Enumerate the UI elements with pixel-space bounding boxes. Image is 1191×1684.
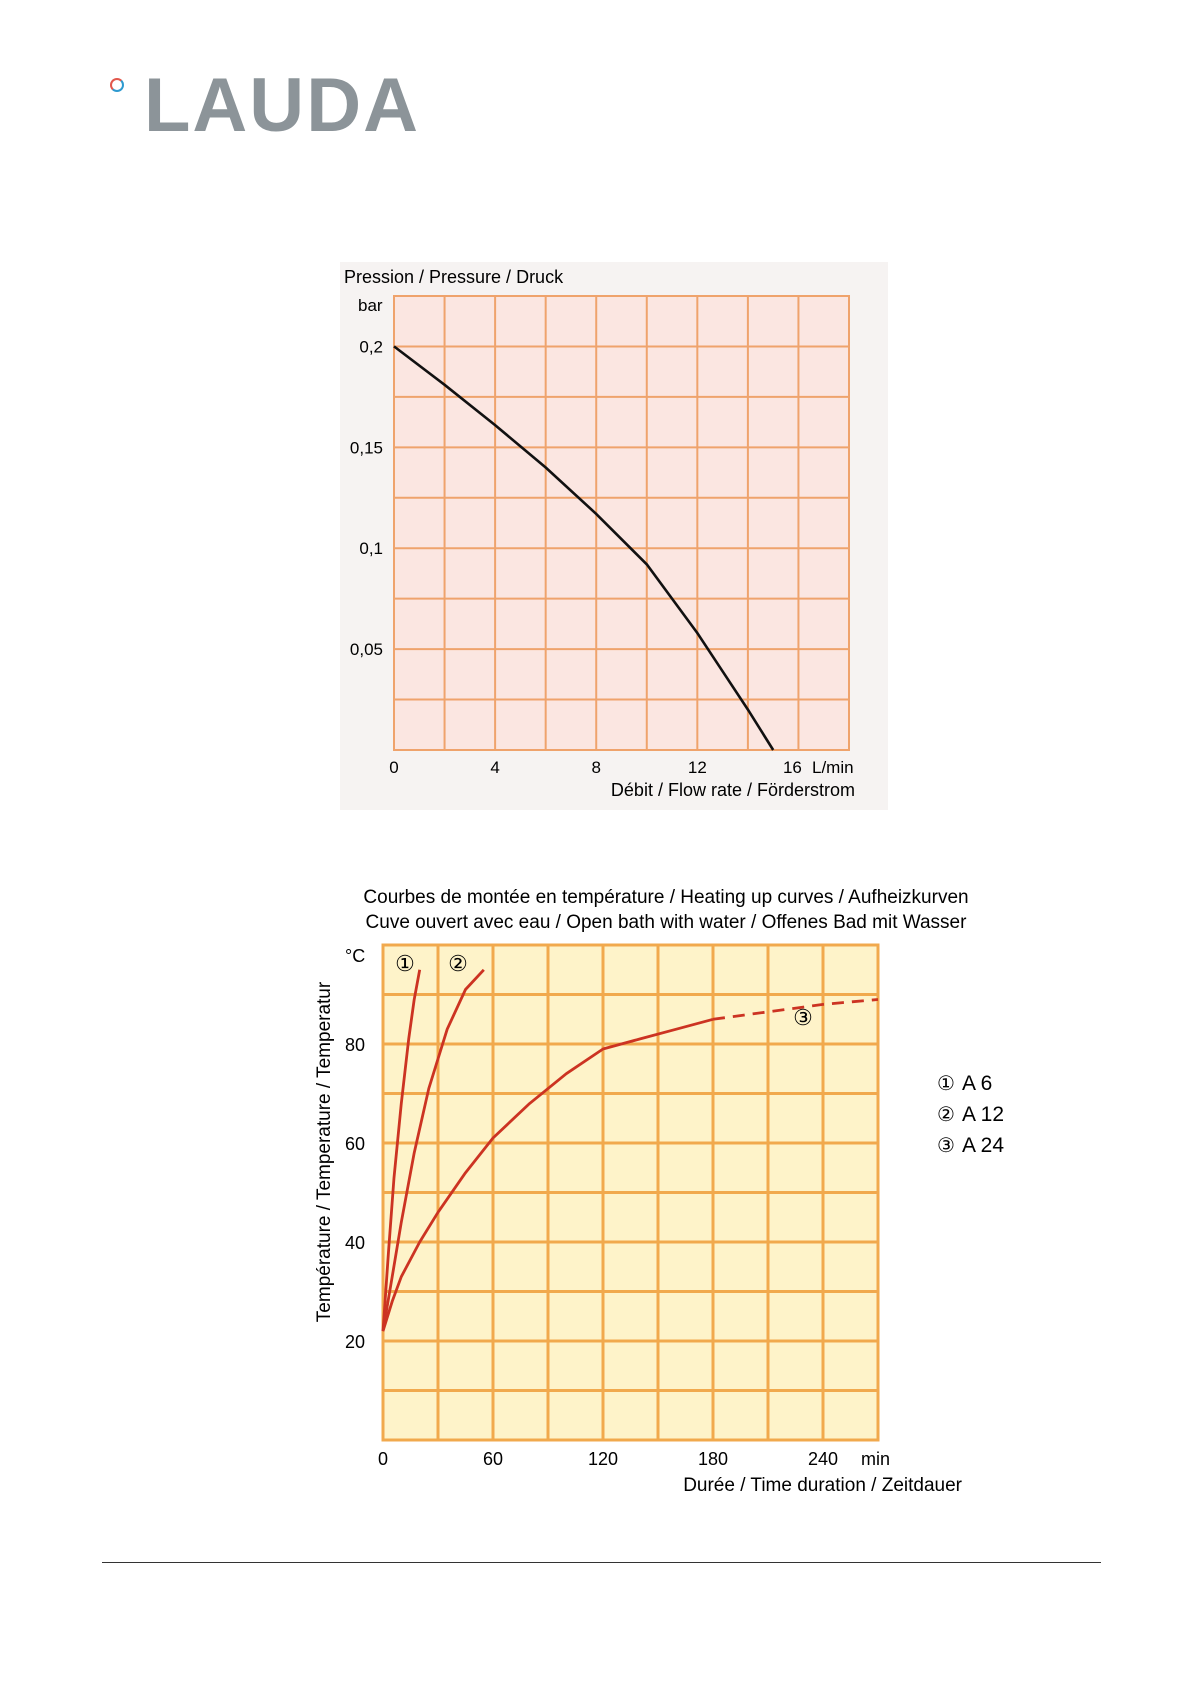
heating-x-tick-label: 180 <box>697 1449 729 1469</box>
heating-y-tick-label: 40 <box>344 1233 366 1253</box>
heating-x-label: Durée / Time duration / Zeitdauer <box>683 1475 962 1496</box>
heating-y-unit: °C <box>345 946 366 966</box>
legend-label: A 6 <box>962 1072 993 1095</box>
heating-x-unit: min <box>861 1449 891 1469</box>
pressure-x-unit: L/min <box>812 758 854 777</box>
pressure-y-tick-label: 0,1 <box>359 539 383 559</box>
heating-curve-marker: ② <box>448 951 468 976</box>
pressure-y-unit: bar <box>358 296 383 315</box>
heating-x-tick-label: 240 <box>807 1449 839 1469</box>
pressure-y-tick-label: 0,15 <box>349 438 383 458</box>
pressure-y-tick-label: 0,05 <box>349 640 383 660</box>
legend-marker: ③ <box>937 1135 955 1157</box>
pressure-chart-title: Pression / Pressure / Druck <box>344 267 564 287</box>
heating-legend <box>937 1072 1004 1157</box>
heating-x-tick-label: 60 <box>482 1449 504 1469</box>
heating-curve-marker: ① <box>395 951 415 976</box>
legend-marker: ② <box>937 1104 955 1126</box>
heating-x-tick-label: 0 <box>377 1449 389 1469</box>
pressure-x-label: Débit / Flow rate / Förderstrom <box>610 780 855 800</box>
heating-y-tick-label: 20 <box>344 1332 366 1352</box>
heating-chart-subtitle: Cuve ouvert avec eau / Open bath with water / Offenes Bad mit Wasser <box>365 912 967 933</box>
pressure-x-tick-label: 12 <box>687 758 707 777</box>
pressure-x-tick-label: 16 <box>782 758 802 777</box>
legend-label: A 12 <box>962 1103 1005 1126</box>
legend-marker: ① <box>937 1073 955 1095</box>
heating-y-tick-label: 60 <box>344 1134 366 1154</box>
heating-y-tick-label: 80 <box>344 1035 366 1055</box>
heating-x-tick-label: 120 <box>587 1449 619 1469</box>
footer-divider <box>102 1562 1101 1563</box>
pressure-x-tick-label: 0 <box>389 758 399 777</box>
pressure-x-tick-label: 8 <box>591 758 601 777</box>
logo-text: LAUDA <box>144 63 420 148</box>
heating-curve-marker: ③ <box>793 1005 813 1030</box>
heating-chart-title: Courbes de montée en température / Heating up curves / Aufheizkurven <box>363 887 969 908</box>
pressure-y-tick-label: 0,2 <box>359 337 383 357</box>
pressure-x-tick-label: 4 <box>490 758 500 777</box>
heating-y-label: Température / Temperature / Temperatur <box>314 981 335 1323</box>
legend-label: A 24 <box>962 1134 1005 1157</box>
